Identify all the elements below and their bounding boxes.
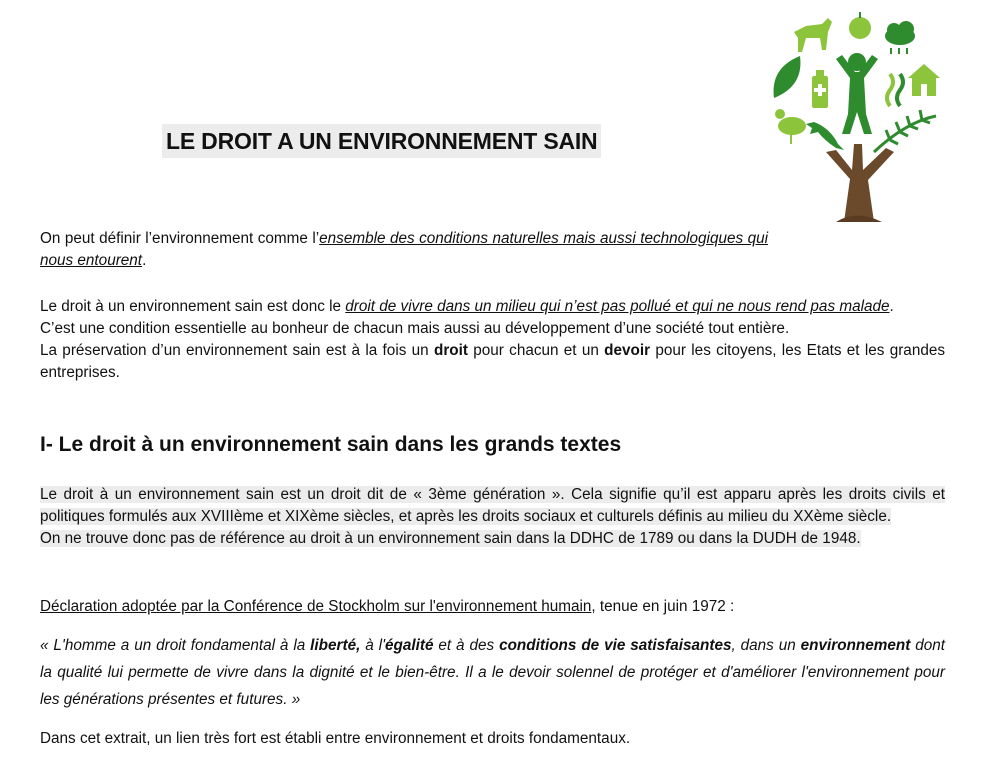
- quote-text: , dans un: [731, 637, 801, 654]
- declaration-suffix: , tenue en juin 1972 :: [591, 598, 735, 615]
- bird-icon: [775, 109, 806, 144]
- quote-keyword-egalite: égalité: [385, 637, 434, 654]
- rain-cloud-icon: [885, 21, 915, 54]
- intro-text: La préservation d’un environnement sain est à la fois un: [40, 342, 434, 359]
- deer-icon: [794, 18, 832, 52]
- page-title: LE DROIT A UN ENVIRONNEMENT SAIN: [162, 124, 601, 158]
- intro-text: pour les citoyens, les Etats et les grandes entreprises.: [40, 342, 945, 381]
- environment-definition: ensemble des conditions naturelles mais aussi technologiques qui nous entourent: [40, 230, 769, 269]
- quote-keyword-liberte: liberté,: [310, 637, 361, 654]
- intro-text: Le droit à un environnement sain est donc le: [40, 298, 346, 315]
- quote-text: « L'homme a un droit fondamental à la: [40, 637, 311, 654]
- intro-text: On peut définir l’environnement comme l’: [40, 230, 320, 247]
- quote-text: dont la qualité lui permette de vivre dans la dignité et le bien-être. Il a le devoir solennel de protéger et d'améliorer l'environnement pour les générations présentes et futures. »: [40, 637, 946, 708]
- house-icon: [908, 64, 940, 96]
- intro-punct: .: [889, 298, 894, 315]
- bottle-icon: [812, 70, 828, 108]
- generation-text: Le droit à un environnement sain est un droit dit de « 3ème génération ». Cela signifie qu’il est apparu après les droits civils et politiques formulés aux XVIIIème et XIXème siècles, et après les droits sociaux et culturels définis au milieu du XXème siècle.: [40, 486, 945, 525]
- quote-text: à l': [360, 637, 385, 654]
- person-icon: [836, 53, 878, 134]
- intro-text: C’est une condition essentielle au bonheur de chacun mais aussi au développement d’une société tout entière.: [40, 320, 790, 337]
- intro-paragraph-1: [40, 228, 768, 272]
- quote-keyword-environnement: environnement: [800, 637, 911, 654]
- reference-text: On ne trouve donc pas de référence au droit à un environnement sain dans la DDHC de 1789 ou dans la DUDH de 1948.: [40, 530, 861, 547]
- tree-logo-icon: [766, 4, 946, 222]
- apple-icon: [849, 12, 871, 39]
- quote-text: et à des: [433, 637, 500, 654]
- fern-icon: [874, 110, 936, 152]
- intro-text: pour chacun et un: [467, 342, 605, 359]
- lizard-icon: [806, 122, 844, 150]
- quote-keyword-conditions: conditions de vie satisfaisantes: [499, 637, 732, 654]
- intro-paragraph-2: [40, 296, 945, 384]
- keyword-droit: droit: [433, 342, 468, 359]
- stockholm-quote: [40, 632, 945, 713]
- declaration-link[interactable]: Déclaration adoptée par la Conférence de Stockholm sur l'environnement humain: [40, 598, 592, 615]
- leaf-icon: [774, 56, 801, 98]
- keyword-devoir: devoir: [604, 342, 651, 359]
- intro-punct: .: [142, 252, 147, 269]
- right-definition: droit de vivre dans un milieu qui n’est pas pollué et qui ne nous rend pas malade: [345, 298, 890, 315]
- section-heading: I- Le droit à un environnement sain dans les grands textes: [40, 433, 622, 456]
- declaration-line: [40, 596, 945, 618]
- conclusion-paragraph: Dans cet extrait, un lien très fort est établi entre environnement et droits fondamentaux.: [40, 730, 631, 747]
- generation-paragraph: [40, 484, 945, 550]
